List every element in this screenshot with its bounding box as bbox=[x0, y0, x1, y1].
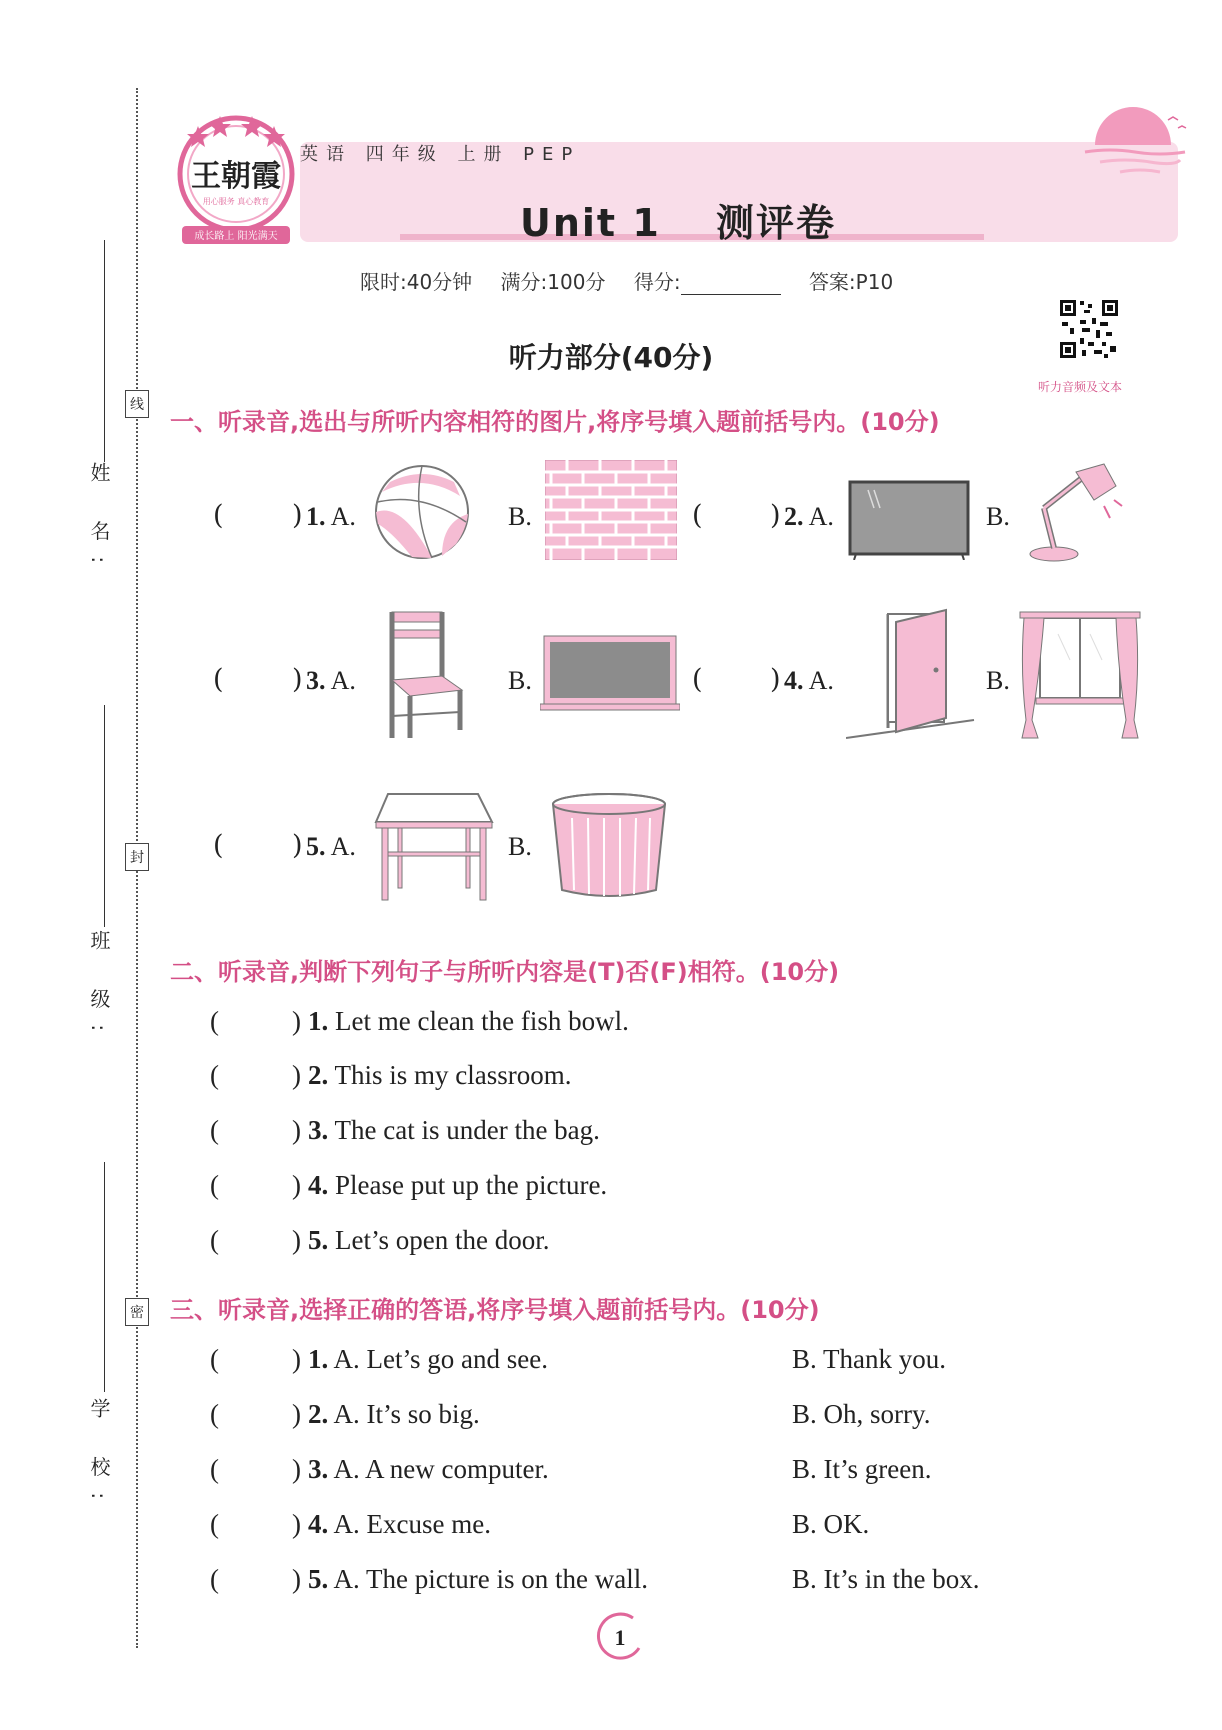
answer-paren-open: ( bbox=[210, 1006, 219, 1036]
question-number: 4. bbox=[308, 1170, 329, 1200]
option-a: A. A new computer. bbox=[333, 1454, 549, 1484]
p1-q1-answer-blank[interactable] bbox=[226, 500, 288, 536]
question-number: 4. bbox=[308, 1509, 329, 1539]
answer-paren-open: ( bbox=[210, 1060, 219, 1090]
answer-paren-close: ) bbox=[292, 830, 303, 861]
p1-q1-option-a: A. bbox=[330, 502, 356, 531]
answer-paren-close: ) bbox=[292, 1060, 301, 1090]
class-write-line[interactable] bbox=[104, 705, 105, 927]
answer-paren-close: ) bbox=[292, 1454, 301, 1484]
p1-q1-option-b: B. bbox=[508, 502, 532, 531]
unit-number: Unit 1 bbox=[520, 201, 661, 245]
answer-paren-open: ( bbox=[210, 1225, 219, 1255]
listening-section-title: 听力部分(40分) bbox=[508, 341, 714, 374]
p1-q3-option-b: B. bbox=[508, 666, 532, 695]
option-b: B. It’s in the box. bbox=[792, 1564, 980, 1594]
door-icon bbox=[846, 608, 976, 744]
answer-paren-close: ) bbox=[292, 1564, 301, 1594]
p1-q3-answer-blank[interactable] bbox=[226, 664, 288, 700]
p2-q1-answer-blank[interactable] bbox=[224, 1006, 288, 1040]
tv-icon bbox=[848, 480, 970, 560]
question-number: 1. bbox=[308, 1344, 329, 1374]
answer-paren-close: ) bbox=[770, 664, 781, 695]
p1-q4-option-b: B. bbox=[986, 666, 1010, 695]
p1-q4-number: 4. bbox=[784, 666, 804, 695]
option-a: A. Excuse me. bbox=[333, 1509, 491, 1539]
score-blank[interactable] bbox=[681, 276, 781, 295]
school-write-line[interactable] bbox=[104, 1162, 105, 1392]
exam-title: 测评卷 bbox=[716, 201, 837, 245]
p1-q2-option-b: B. bbox=[986, 502, 1010, 531]
p1-q5-option-b: B. bbox=[508, 832, 532, 861]
p1-q2-number: 2. bbox=[784, 502, 804, 531]
p1-q2-option-a: A. bbox=[808, 502, 834, 531]
answer-paren-open: ( bbox=[213, 830, 224, 861]
brand-logo bbox=[168, 108, 304, 250]
answer-page: 答案:P10 bbox=[808, 270, 894, 294]
answer-paren-close: ) bbox=[292, 500, 303, 531]
question-number: 5. bbox=[308, 1564, 329, 1594]
question-text: Let me clean the fish bowl. bbox=[335, 1006, 629, 1036]
p2-q3-answer-blank[interactable] bbox=[224, 1115, 288, 1149]
question-number: 1. bbox=[308, 1006, 329, 1036]
p3-q5-answer-blank[interactable] bbox=[224, 1564, 288, 1598]
p1-q5-answer-blank[interactable] bbox=[226, 830, 288, 866]
ball-icon bbox=[372, 462, 472, 562]
answer-paren-close: ) bbox=[770, 500, 781, 531]
p1-q1-number: 1. bbox=[306, 502, 326, 531]
option-b: B. Thank you. bbox=[792, 1344, 946, 1374]
svg-text:用心服务 真心教育: 用心服务 真心教育 bbox=[202, 197, 270, 206]
p1-q4-answer-blank[interactable] bbox=[705, 664, 767, 700]
p1-q5-option-a: A. bbox=[330, 832, 356, 861]
question-number: 5. bbox=[308, 1225, 329, 1255]
part2-heading: 二、听录音,判断下列句子与所听内容是(T)否(F)相符。(10分) bbox=[170, 958, 840, 986]
p1-q4-option-a: A. bbox=[808, 666, 834, 695]
score-label: 得分: bbox=[634, 270, 781, 294]
option-b: B. It’s green. bbox=[792, 1454, 932, 1484]
question-text: The cat is under the bag. bbox=[334, 1115, 600, 1145]
blackboard-icon bbox=[540, 632, 680, 714]
p2-q4-answer-blank[interactable] bbox=[224, 1170, 288, 1204]
answer-paren-open: ( bbox=[692, 500, 703, 531]
svg-text:王朝霞: 王朝霞 bbox=[191, 159, 281, 194]
answer-paren-open: ( bbox=[210, 1170, 219, 1200]
p1-q2-answer-blank[interactable] bbox=[705, 500, 767, 536]
page-number-badge bbox=[595, 1612, 645, 1662]
answer-paren-open: ( bbox=[210, 1115, 219, 1145]
class-label: 班 级: bbox=[87, 930, 111, 1048]
question-number: 2. bbox=[308, 1399, 329, 1429]
answer-paren-close: ) bbox=[292, 1509, 301, 1539]
p1-q3-option-a: A. bbox=[330, 666, 356, 695]
answer-paren-open: ( bbox=[210, 1564, 219, 1594]
trash-bin-icon bbox=[548, 790, 670, 902]
option-a: A. The picture is on the wall. bbox=[333, 1564, 648, 1594]
answer-paren-open: ( bbox=[210, 1454, 219, 1484]
chair-icon bbox=[380, 608, 470, 744]
lamp-icon bbox=[1024, 458, 1124, 564]
page-number: 1 bbox=[614, 1625, 626, 1650]
question-number: 3. bbox=[308, 1115, 329, 1145]
p2-q5-answer-blank[interactable] bbox=[224, 1225, 288, 1259]
answer-paren-close: ) bbox=[292, 1399, 301, 1429]
question-text: Please put up the picture. bbox=[335, 1170, 608, 1200]
answer-paren-open: ( bbox=[692, 664, 703, 695]
binding-mark-line: 线 bbox=[125, 390, 149, 418]
answer-paren-close: ) bbox=[292, 1006, 301, 1036]
course-line: 英语 四年级 上册 PEP bbox=[300, 144, 581, 165]
answer-paren-open: ( bbox=[210, 1399, 219, 1429]
option-a: A. Let’s go and see. bbox=[333, 1344, 548, 1374]
p1-q3-number: 3. bbox=[306, 666, 326, 695]
svg-text:成长路上 阳光满天: 成长路上 阳光满天 bbox=[194, 231, 278, 242]
question-text: Let’s open the door. bbox=[335, 1225, 550, 1255]
p3-q1-answer-blank[interactable] bbox=[224, 1344, 288, 1378]
name-label: 姓 名: bbox=[87, 462, 111, 580]
qr-caption: 听力音频及文本 bbox=[1038, 380, 1123, 394]
window-icon bbox=[1018, 610, 1142, 744]
part3-heading: 三、听录音,选择正确的答语,将序号填入题前括号内。(10分) bbox=[170, 1296, 820, 1324]
unit-title bbox=[520, 192, 836, 247]
option-b: B. Oh, sorry. bbox=[792, 1399, 931, 1429]
p3-q3-answer-blank[interactable] bbox=[224, 1454, 288, 1488]
p3-q4-answer-blank[interactable] bbox=[224, 1509, 288, 1543]
p3-q2-answer-blank[interactable] bbox=[224, 1399, 288, 1433]
time-limit: 限时:40分钟 bbox=[360, 270, 473, 294]
school-label: 学 校: bbox=[87, 1398, 111, 1516]
p2-q2-answer-blank[interactable] bbox=[224, 1060, 288, 1094]
answer-paren-close: ) bbox=[292, 1115, 301, 1145]
sunset-decoration-icon bbox=[1080, 100, 1190, 190]
binding-mark-close: 密 bbox=[125, 1298, 149, 1326]
answer-paren-close: ) bbox=[292, 1225, 301, 1255]
exam-meta bbox=[360, 266, 915, 295]
option-b: B. OK. bbox=[792, 1509, 870, 1539]
option-a: A. It’s so big. bbox=[333, 1399, 480, 1429]
answer-paren-open: ( bbox=[213, 500, 224, 531]
answer-paren-close: ) bbox=[292, 1344, 301, 1374]
desk-icon bbox=[374, 790, 494, 904]
part1-heading: 一、听录音,选出与所听内容相符的图片,将序号填入题前括号内。(10分) bbox=[170, 408, 940, 436]
answer-paren-close: ) bbox=[292, 1170, 301, 1200]
brick-wall-icon bbox=[545, 460, 677, 560]
full-score: 满分:100分 bbox=[500, 270, 606, 294]
answer-paren-open: ( bbox=[210, 1344, 219, 1374]
p1-q5-number: 5. bbox=[306, 832, 326, 861]
question-number: 2. bbox=[308, 1060, 329, 1090]
binding-mark-seal: 封 bbox=[125, 843, 149, 871]
question-text: This is my classroom. bbox=[334, 1060, 572, 1090]
answer-paren-open: ( bbox=[213, 664, 224, 695]
question-number: 3. bbox=[308, 1454, 329, 1484]
answer-paren-close: ) bbox=[292, 664, 303, 695]
answer-paren-open: ( bbox=[210, 1509, 219, 1539]
